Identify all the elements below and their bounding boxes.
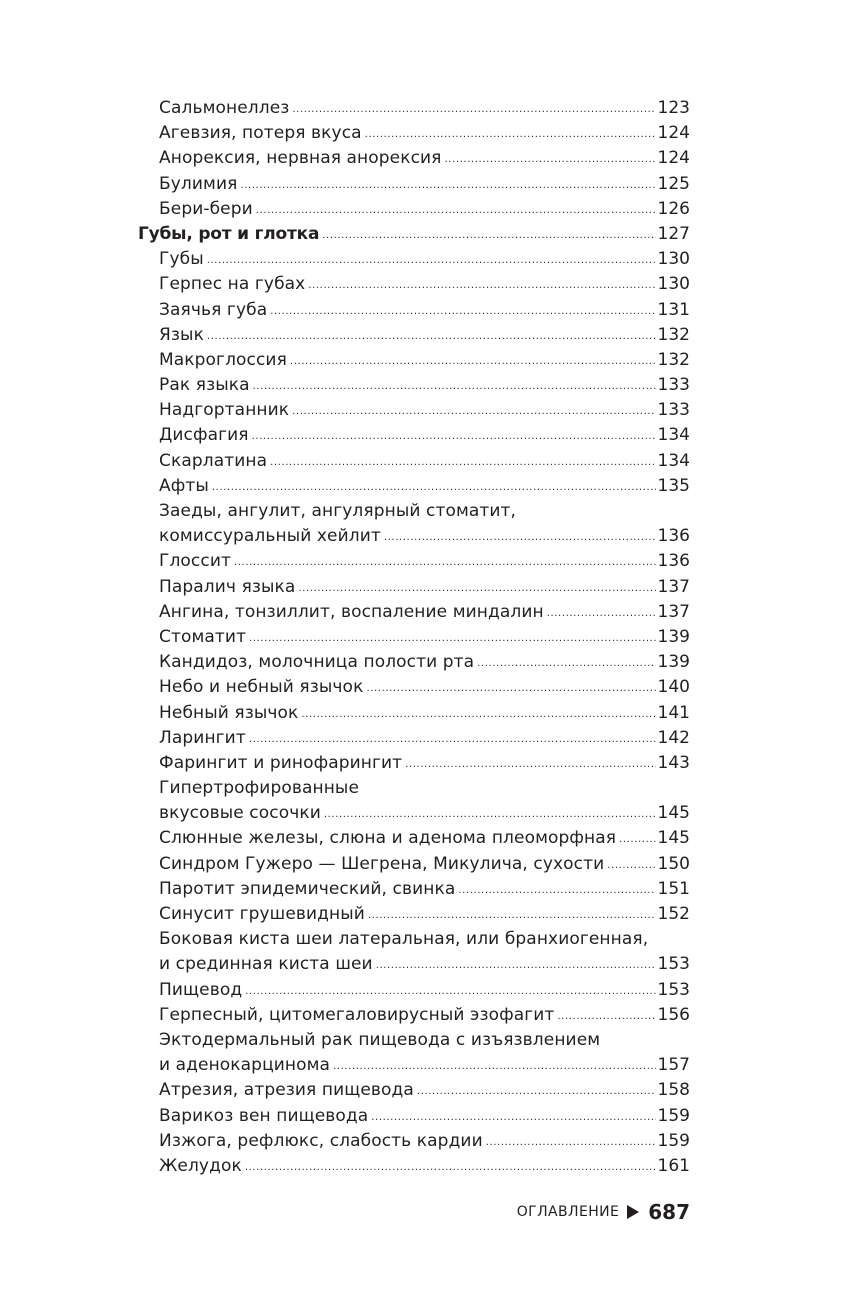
table-of-contents <box>138 96 690 1179</box>
dot-leader <box>207 248 656 273</box>
toc-entry-title: Губы, рот и глотка <box>138 223 320 244</box>
toc-entry-title: Синусит грушевидный <box>159 904 365 924</box>
dot-leader <box>486 1130 656 1155</box>
toc-entry-title: и аденокарцинома <box>159 1055 331 1076</box>
toc-entry[interactable] <box>138 1104 690 1129</box>
dot-leader <box>292 97 655 122</box>
toc-entry[interactable] <box>138 701 690 726</box>
page-number: 687 <box>648 1200 690 1224</box>
toc-entry-page: 134 <box>657 425 690 446</box>
toc-entry-title: Паротит эпидемический, свинка <box>159 878 456 899</box>
toc-entry-title: Стоматит <box>159 626 247 647</box>
toc-entry-title: Герпес на губах <box>159 274 306 295</box>
dot-leader <box>292 399 655 424</box>
dot-leader <box>368 903 656 928</box>
dot-leader <box>245 1155 656 1180</box>
toc-entry[interactable] <box>138 575 690 600</box>
dot-leader <box>253 374 656 399</box>
toc-entry[interactable] <box>138 1129 690 1154</box>
toc-entry-page: 153 <box>657 954 690 975</box>
dot-leader <box>270 450 655 475</box>
toc-entry-page: 159 <box>657 1130 690 1151</box>
dot-leader <box>619 827 655 852</box>
toc-entry-page: 139 <box>657 652 690 673</box>
toc-entry-title: Атрезия, атрезия пищевода <box>159 1080 414 1101</box>
dot-leader <box>240 173 655 198</box>
toc-entry[interactable] <box>138 726 690 751</box>
dot-leader <box>249 626 655 651</box>
toc-entry-page: 125 <box>657 173 690 194</box>
toc-entry-page: 135 <box>657 475 690 496</box>
toc-entry[interactable] <box>138 524 690 549</box>
toc-entry-page: 157 <box>657 1055 690 1076</box>
dot-leader <box>477 651 655 676</box>
toc-entry-page: 130 <box>657 274 690 295</box>
toc-entry[interactable] <box>138 675 690 700</box>
dot-leader <box>405 752 655 777</box>
toc-entry[interactable] <box>138 423 690 448</box>
toc-entry-page: 139 <box>657 626 690 647</box>
toc-entry[interactable] <box>138 852 690 877</box>
toc-entry-title: Макроглоссия <box>159 349 287 370</box>
toc-entry-first-line: Гипертрофированные <box>159 778 359 799</box>
toc-entry[interactable] <box>138 197 690 222</box>
toc-entry-title: Ларингит <box>159 727 246 748</box>
toc-entry-page: 145 <box>657 828 690 849</box>
toc-entry-page: 132 <box>657 349 690 370</box>
toc-entry-page: 134 <box>657 450 690 471</box>
toc-entry-page: 126 <box>657 198 690 219</box>
toc-entry-title: Булимия <box>159 173 238 194</box>
toc-entry[interactable] <box>138 1053 690 1078</box>
toc-entry-title: Агевзия, потеря вкуса <box>159 123 362 144</box>
dot-leader <box>366 676 655 701</box>
toc-entry-title: Анорексия, нервная анорексия <box>159 148 442 169</box>
toc-entry-page: 124 <box>657 123 690 144</box>
toc-entry[interactable] <box>138 247 690 272</box>
toc-entry-title: Фарингит и ринофарингит <box>159 752 403 773</box>
toc-entry-title: Бери-бери <box>159 198 253 219</box>
toc-entry[interactable] <box>138 348 690 373</box>
toc-entry-page: 123 <box>657 98 690 118</box>
toc-entry-page: 153 <box>657 979 690 1000</box>
dot-leader <box>445 147 656 172</box>
toc-entry-title: Сальмонеллез <box>159 98 290 118</box>
toc-entry-page: 131 <box>657 299 690 320</box>
dot-leader <box>234 550 656 575</box>
toc-entry[interactable] <box>138 1154 690 1179</box>
toc-entry-page: 156 <box>657 1004 690 1025</box>
toc-entry-title: Рак языка <box>159 375 250 396</box>
dot-leader <box>322 223 655 248</box>
toc-entry-title: Язык <box>159 324 204 345</box>
toc-entry[interactable] <box>138 323 690 348</box>
toc-entry-title: Желудок <box>159 1155 242 1176</box>
toc-entry-page: 130 <box>657 249 690 270</box>
toc-entry-title: Афты <box>159 475 209 496</box>
toc-entry-title: Небный язычок <box>159 702 299 723</box>
toc-entry-page: 137 <box>657 601 690 622</box>
toc-entry-page: 136 <box>657 551 690 572</box>
dot-leader <box>245 979 655 1004</box>
toc-entry[interactable] <box>138 549 690 574</box>
dot-leader <box>256 198 656 223</box>
dot-leader <box>458 878 655 903</box>
toc-entry[interactable] <box>138 172 690 197</box>
toc-entry-title: Синдром Гужеро — Шегрена, Микулича, сухости <box>159 853 605 874</box>
toc-entry-page: 140 <box>657 677 690 698</box>
toc-entry-first-line: Заеды, ангулит, ангулярный стоматит, <box>159 501 517 521</box>
toc-entry-title: Небо и небный язычок <box>159 677 364 698</box>
toc-entry-page: 159 <box>657 1105 690 1126</box>
toc-entry[interactable] <box>138 650 690 675</box>
dot-leader <box>365 122 656 147</box>
toc-entry-page: 127 <box>657 223 690 244</box>
toc-entry-title: Слюнные железы, слюна и аденома плеоморфная <box>159 828 617 849</box>
toc-entry-title: вкусовые сосочки <box>159 803 321 824</box>
toc-entry-page: 150 <box>657 853 690 874</box>
dot-leader <box>371 1105 655 1130</box>
toc-entry-page: 158 <box>657 1080 690 1101</box>
dot-leader <box>290 349 656 374</box>
toc-entry[interactable] <box>138 298 690 323</box>
toc-entry-page: 161 <box>657 1155 690 1176</box>
dot-leader <box>547 601 656 626</box>
toc-entry-page: 151 <box>657 878 690 899</box>
toc-entry[interactable] <box>138 373 690 398</box>
triangle-right-icon <box>627 1205 639 1219</box>
toc-entry[interactable] <box>138 826 690 851</box>
toc-entry[interactable] <box>138 474 690 499</box>
page-footer <box>517 1200 690 1224</box>
toc-entry[interactable] <box>138 398 690 423</box>
toc-entry-page: 145 <box>657 803 690 824</box>
dot-leader <box>557 1004 655 1029</box>
toc-entry[interactable] <box>138 625 690 650</box>
dot-leader <box>301 702 655 727</box>
toc-entry-page: 137 <box>657 576 690 597</box>
toc-entry[interactable] <box>138 600 690 625</box>
toc-entry-title: Дисфагия <box>159 425 249 446</box>
toc-entry[interactable] <box>138 146 690 171</box>
toc-entry-title: Глоссит <box>159 551 231 572</box>
toc-entry-page: 124 <box>657 148 690 169</box>
toc-entry-page: 152 <box>657 904 690 924</box>
toc-entry[interactable] <box>138 449 690 474</box>
toc-entry[interactable] <box>138 952 690 977</box>
dot-leader <box>384 525 656 550</box>
toc-entry-title: и срединная киста шеи <box>159 954 373 975</box>
toc-entry-title: Герпесный, цитомегаловирусный эзофагит <box>159 1004 555 1025</box>
dot-leader <box>333 1054 655 1079</box>
toc-entry-first-line: Эктодермальный рак пищевода с изъязвлением <box>159 1029 601 1050</box>
toc-entry[interactable] <box>138 1003 690 1028</box>
dot-leader <box>376 953 656 978</box>
toc-entry-page: 132 <box>657 324 690 345</box>
toc-entry[interactable] <box>138 272 690 297</box>
toc-entry-title: Паралич языка <box>159 576 296 597</box>
toc-entry-page: 133 <box>657 375 690 396</box>
dot-leader <box>324 802 656 827</box>
toc-entry[interactable] <box>138 96 690 121</box>
toc-entry[interactable] <box>138 1078 690 1103</box>
dot-leader <box>270 299 655 324</box>
toc-entry-page: 141 <box>657 702 690 723</box>
toc-entry[interactable] <box>138 978 690 1003</box>
toc-entry-page: 133 <box>657 400 690 421</box>
dot-leader <box>252 424 656 449</box>
toc-entry-title: Кандидоз, молочница полости рта <box>159 652 475 673</box>
dot-leader <box>298 576 655 601</box>
toc-entry[interactable] <box>138 121 690 146</box>
toc-entry-title: Заячья губа <box>159 299 268 320</box>
dot-leader <box>607 853 655 878</box>
toc-entry[interactable] <box>138 751 690 776</box>
toc-section-heading[interactable] <box>138 222 690 247</box>
footer-section-label: ОГЛАВЛЕНИЕ <box>516 1204 620 1220</box>
toc-entry-title: Надгортанник <box>159 400 290 421</box>
toc-entry-title: Губы <box>159 249 204 270</box>
toc-entry-title: Скарлатина <box>159 450 268 471</box>
toc-entry-page: 143 <box>657 752 690 773</box>
toc-entry-first-line: Боковая киста шеи латеральная, или бранхиогенная, <box>159 929 649 950</box>
toc-entry-title: Ангина, тонзиллит, воспаление миндалин <box>159 601 544 622</box>
toc-entry[interactable] <box>138 801 690 826</box>
toc-entry-title: Варикоз вен пищевода <box>159 1105 369 1126</box>
toc-entry-title: Пищевод <box>159 979 243 1000</box>
toc-entry-page: 136 <box>657 526 690 547</box>
dot-leader <box>249 727 656 752</box>
dot-leader <box>212 475 656 500</box>
dot-leader <box>308 273 655 298</box>
toc-entry-page: 142 <box>657 727 690 748</box>
toc-entry-title: Изжога, рефлюкс, слабость кардии <box>159 1130 483 1151</box>
dot-leader <box>417 1079 656 1104</box>
toc-entry[interactable] <box>138 877 690 902</box>
dot-leader <box>207 324 656 349</box>
toc-entry[interactable] <box>138 902 690 927</box>
toc-entry-title: комиссуральный хейлит <box>159 526 381 547</box>
